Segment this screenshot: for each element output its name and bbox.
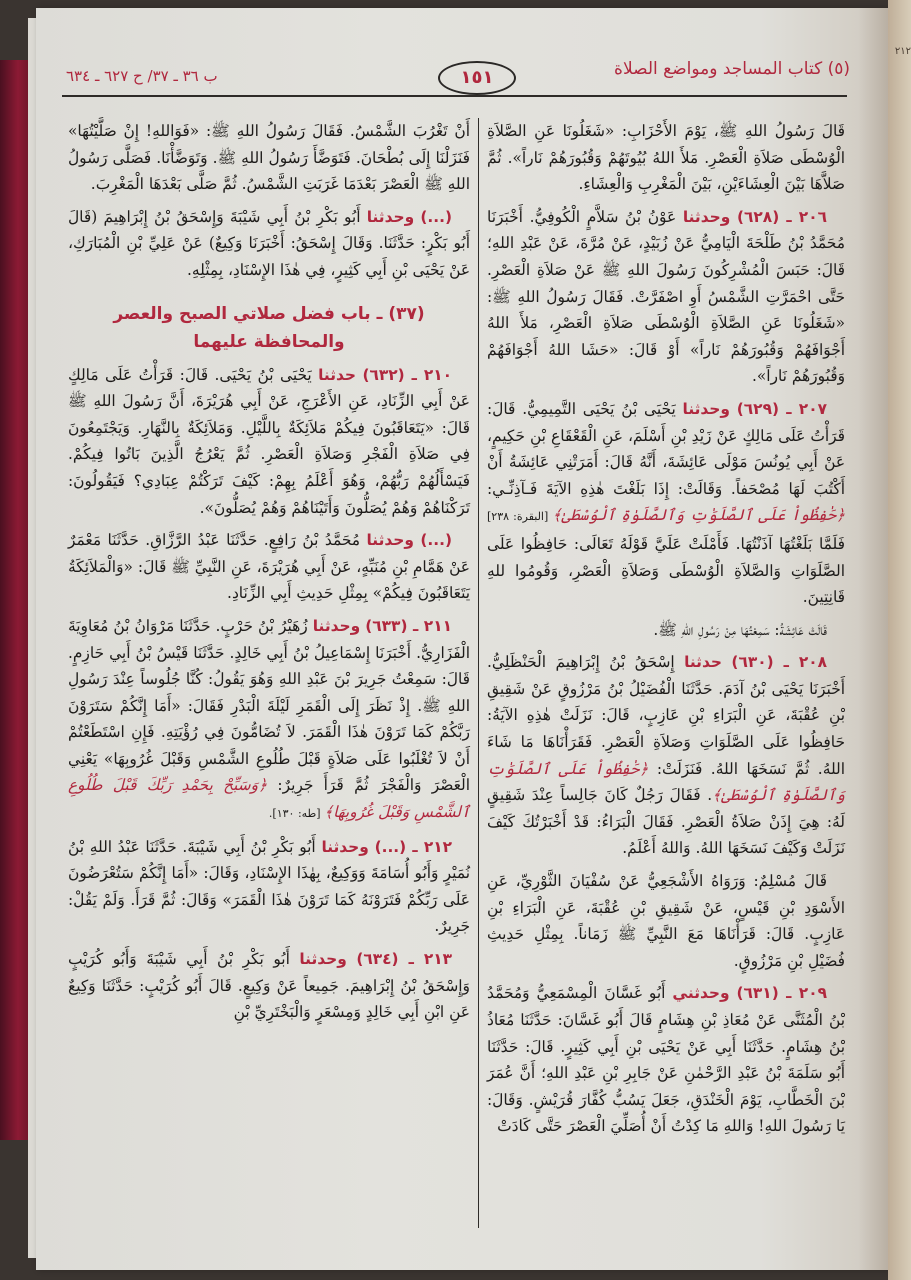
hadith-text: أَبُو بَكْرِ بْنُ أَبِي شَيْبَةَ. حَدَّثَنَا عَبْدُ اللهِ بْنُ نُمَيْرٍ وَأَبُو أُسَامَةَ وَوَكِيعٌ، بِهٰذَا الإِسْنَادِ، وَقَالَ: «أَمَا إِنَّكُمْ سَتُعْرَضُونَ عَلَى رَبِّكُمْ فَتَرَوْنَهُ كَمَا تَرَوْنَ هٰذَا الْقَمَرَ» وَقَالَ: ثُمَّ قَرَأَ. وَلَمْ يَقُلْ: جَرِيرٌ. xyxy=(68,837,470,936)
hadith-intro: وحدثنا xyxy=(299,950,347,969)
verse-reference: [البقرة: ٢٣٨] xyxy=(487,510,553,524)
hadith-text: أَبُو بَكْرِ بْنُ أَبِي شَيْبَةَ وَأَبُو كُرَيْبٍ وَإِسْحَقُ بْنُ إِبْرَاهِيمَ. جَمِيعاً عَنْ وَكِيعٍ. قَالَ أَبُو كُرَيْبٍ: حَدَّثَنَا وَكِيعٌ عَنِ ابْنِ أَبِي خَالِدٍ وَمِسْعَرٍ وَالْبَخْتَرِيِّ بْنِ xyxy=(68,950,470,1022)
hadith-211 xyxy=(68,613,470,828)
chapter-heading-line: (٣٧) ـ باب فضل صلاتي الصبح والعصر xyxy=(113,303,425,324)
muslim-note: قَالَ مُسْلِمٌ: وَرَوَاهُ الأَشْجَعِيُّ عَنْ سُفْيَانَ الثَّوْرِيِّ، عَنِ الأَسْوَدِ بْنِ قَيْسٍ، عَنْ شَقِيقِ بْنِ عُقْبَةَ، عَنِ الْبَرَاءِ بْنِ عَازِبٍ. قَالَ: قَرَأْنَاهَا مَعَ النَّبِيِّ ﷺ زَمَاناً. بِمِثْلِ حَدِيثِ فُضَيْلِ بْنِ مَرْزُوقٍ. xyxy=(487,872,845,970)
hadith-number: ٢١٢ ـ (...) xyxy=(374,837,452,856)
hadith-text: يَحْيَى بْنُ يَحْيَى التَّمِيمِيُّ. قَالَ: قَرَأْتُ عَلَى مَالِكٍ عَنْ زَيْدِ بْنِ أَسْلَمَ، عَنِ الْقَعْقَاعِ بْنِ حَكِيمٍ، عَنْ أَبِي يُونُسَ مَوْلَى عَائِشَةَ، أَنَّهُ قَالَ: أَمَرَتْنِي عَائِشَةُ أَنْ أَكْتُبَ لَهَا مُصْحَفاً. وَقَالَتْ: إِذَا بَلَغْتَ هٰذِهِ الآيَةَ فَـآذِنِّـي: xyxy=(487,399,845,498)
book-cover-spine xyxy=(0,60,30,1140)
page-number: ١٥١ xyxy=(438,61,516,95)
facing-page-edge xyxy=(888,0,911,1280)
hadith-number: ٢٠٧ ـ (٦٢٩) xyxy=(736,399,827,418)
header-rule xyxy=(62,95,847,97)
quran-verse: ﴿حَٰفِظُواْ عَلَى ٱلصَّلَوَٰتِ وَٱلصَّلَوٰةِ ٱلْوُسْطَىٰ﴾ xyxy=(487,759,845,805)
hadith-213 xyxy=(68,946,470,1026)
quran-verse: ﴿وَسَبِّحْ بِحَمْدِ رَبِّكَ قَبْلَ طُلُوعِ ٱلشَّمْسِ وَقَبْلَ غُرُوبِهَا﴾ xyxy=(68,776,470,822)
hadith-text: يَحْيَى بْنُ يَحْيَى. قَالَ: قَرَأْتُ عَلَى مَالِكٍ عَنْ أَبِي الزِّنَادِ، عَنِ الأَعْرَجِ، عَنْ أَبِي هُرَيْرَةَ، أَنَّ رَسُولَ اللهِ ﷺ قَالَ: «يَتَعَاقَبُونَ فِيكُمْ مَلاَئِكَةٌ بِاللَّيْلِ. وَمَلاَئِكَةٌ بِالنَّهَارِ. وَيَجْتَمِعُونَ فِي صَلاَةِ الْفَجْرِ وَصَلاَةِ الْعَصْرِ. ثُمَّ يَعْرُجُ الَّذِينَ بَاتُوا فِيكُمْ. فَيَسْأَلُهُمْ رَبُّهُمْ، وَهُوَ أَعْلَمُ بِهِمْ: كَيْفَ تَرَكْتُمْ عِبَادِي؟ فَيَقُولُونَ: تَرَكْنَاهُمْ وَهُمْ يُصَلُّونَ وَأَتَيْنَاهُمْ وَهُمْ يُصَلُّونَ». xyxy=(68,365,470,517)
hadith-text: . فَقَالَ رَجُلٌ كَانَ جَالِساً عِنْدَ شَقِيقٍ لَهُ: هِيَ إِذَنْ صَلاَةُ الْعَصْرِ. فَقَالَ الْبَرَاءُ: قَدْ أَخْبَرْتُكَ كَيْفَ نَزَلَتْ وَكَيْفَ نَسَخَهَا اللهُ. وَاللهُ أَعْلَمُ. xyxy=(487,786,845,858)
hadith-number: (...) xyxy=(420,207,452,226)
hadith-207 xyxy=(487,396,845,611)
hadith-intro: وحدثنا xyxy=(682,207,731,226)
hadith-number: ٢١٣ ـ (٦٣٤) xyxy=(356,950,452,969)
hadith-209 xyxy=(487,980,845,1140)
hadith-intro: وحدثنا xyxy=(366,207,415,226)
hadith-208 xyxy=(487,649,845,862)
hadith-intro: وحدثنا xyxy=(682,399,730,418)
hadith-intro: وحدثني xyxy=(672,984,730,1003)
hadith-number: ٢١٠ ـ (٦٣٢) xyxy=(362,365,452,384)
verse-reference: [طه: ١٣٠]. xyxy=(268,807,325,821)
hadith-number: ٢٠٦ ـ (٦٢٨) xyxy=(736,207,827,226)
chapter-heading-line: والمحافظة عليهما xyxy=(193,331,345,352)
page-gutter-shadow xyxy=(858,8,888,1270)
chapter-heading xyxy=(68,300,470,356)
continuation-paragraph: قَالَ رَسُولُ اللهِ ﷺ، يَوْمَ الأَحْزَابِ: «شَغَلُونَا عَنِ الصَّلاَةِ الْوُسْطَى صَلاَةِ الْعَصْرِ. مَلأَ اللهُ بُيُوتَهُمْ وَقُبُورَهُمْ نَاراً». ثُمَّ صَلاَّهَا بَيْنَ الْعِشَاءَيْنِ، بَيْنَ الْمَغْرِبِ وَالْعِشَاءِ. xyxy=(487,122,845,194)
hadith-intro: حدثنا xyxy=(318,365,356,384)
page-header xyxy=(60,55,850,95)
hadith-text: إِسْحَقُ بْنُ إِبْرَاهِيمَ الْحَنْظَلِيُّ. أَخْبَرَنَا يَحْيَى بْنُ آدَمَ. حَدَّثَنَا الْفُضَيْلُ بْنُ مَرْزُوقٍ عَنْ شَقِيقِ بْنِ عُقْبَةَ، عَنِ الْبَرَاءِ بْنِ عَازِبٍ، قَالَ: نَزَلَتْ هٰذِهِ الآيَةُ: حَافِظُوا عَلَى الصَّلَوَاتِ وَصَلاَةِ الْعَصْرِ. فَقَرَأْنَاهَا مَا شَاءَ اللهُ. ثُمَّ نَسَخَهَا اللهُ. فَنَزَلَتْ: xyxy=(487,653,846,778)
hadith-intro: حدثنا xyxy=(684,653,722,672)
aisha-statement: قَالَتْ عَائِشَةُ: سَمِعْتُهَا مِنْ رَسُولِ اللهِ ﷺ. xyxy=(653,620,827,639)
chapter-title: (٥) كتاب المساجد ومواضع الصلاة xyxy=(614,59,850,79)
hadith-210 xyxy=(68,362,470,522)
hadith-text: مُحَمَّدُ بْنُ رَافِعٍ. حَدَّثَنَا عَبْدُ الرَّزَّاقِ. حَدَّثَنَا مَعْمَرٌ عَنْ هَمَّامِ بْنِ مُنَبِّهٍ، عَنْ أَبِي هُرَيْرَةَ، عَنِ النَّبِيِّ ﷺ قَالَ: «وَالْمَلاَئِكَةُ يَتَعَاقَبُونَ فِيكُمْ» بِمِثْلِ حَدِيثِ أَبِي الزِّنَادِ. xyxy=(68,531,470,603)
hadith-text: أَبُو بَكْرِ بْنُ أَبِي شَيْبَةَ وَإِسْحَقُ بْنُ إِبْرَاهِيمَ (قَالَ أَبُو بَكْرٍ: حَدَّثَنَا. وَقَالَ إِسْحَقُ: أَخْبَرَنَا وَكِيعٌ) عَنْ عَلِيِّ بْنِ الْمُبَارَكِ، عَنْ يَحْيَى بْنِ أَبِي كَثِيرٍ، فِي هٰذَا الإِسْنَادِ، بِمِثْلِهِ. xyxy=(68,207,470,279)
right-column xyxy=(487,118,845,1146)
hadith-number: ٢٠٨ ـ (٦٣٠) xyxy=(731,653,827,672)
left-column xyxy=(68,118,470,1032)
hadith-text: أَبُو غَسَّانَ الْمِسْمَعِيُّ وَمُحَمَّدُ بْنُ الْمُثَنَّى عَنْ مُعَاذِ بْنِ هِشَامٍ قَالَ أَبُو غَسَّانَ: حَدَّثَنَا مُعَاذُ بْنُ هِشَامٍ. حَدَّثَنَا أَبِي عَنْ يَحْيَى بْنِ أَبِي كَثِيرٍ. قَالَ: حَدَّثَنَا أَبُو سَلَمَةَ بْنُ عَبْدِ الرَّحْمٰنِ عَنْ جَابِرِ بْنِ عَبْدِ اللهِ؛ أَنَّ عُمَرَ بْنَ الْخَطَّابِ، يَوْمَ الْخَنْدَقِ، جَعَلَ يَسُبُّ كُفَّارَ قُرَيْشٍ. وَقَالَ: يَا رَسُولَ اللهِ! وَاللهِ مَا كِدْتُ أَنْ أُصَلِّيَ الْعَصْرَ حَتَّى كَادَتْ xyxy=(487,984,845,1136)
hadith-number: ٢٠٩ ـ (٦٣١) xyxy=(736,984,827,1003)
hadith-text: فَلَمَّا بَلَغْتُهَا آذَنْتُهَا. فَأَمْلَتْ عَلَيَّ قَوْلَهُ تَعَالَى: حَافِظُوا عَلَى الصَّلَوَاتِ وَالصَّلاَةِ الْوُسْطَى وَصَلاَةِ الْعَصْرِ، وَقُومُوا للهِ قَانِتِينَ. xyxy=(487,534,845,607)
hadith-variant xyxy=(68,527,470,607)
chapter-hadith-range: ب ٣٦ ـ ٣٧/ ح ٦٢٧ ـ ٦٣٤ xyxy=(66,67,218,85)
hadith-intro: وحدثنا xyxy=(312,616,361,635)
facing-page-fragment: ٢١٢ xyxy=(894,46,911,57)
hadith-212 xyxy=(68,834,470,940)
quran-verse: ﴿حَٰفِظُواْ عَلَى ٱلصَّلَوَٰتِ وَٱلصَّلَوٰةِ ٱلْوُسْطَىٰ﴾ xyxy=(552,506,846,525)
hadith-number: ٢١١ ـ (٦٣٣) xyxy=(365,616,452,635)
hadith-number: (...) xyxy=(420,531,452,550)
hadith-text: عَوْنُ بْنُ سَلاَّمٍ الْكُوفِيُّ. أَخْبَرَنَا مُحَمَّدُ بْنُ طَلْحَةَ الْيَامِيُّ عَنْ زُبَيْدٍ، عَنْ مُرَّةَ، عَنْ عَبْدِ اللهِ؛ قَالَ: حَبَسَ الْمُشْرِكُونَ رَسُولَ اللهِ ﷺ عَنْ صَلاَةِ الْعَصْرِ. حَتَّى احْمَرَّتِ الشَّمْسُ أَوِ اصْفَرَّتْ. فَقَالَ رَسُولُ اللهِ ﷺ: «شَغَلُونَا عَنِ الصَّلاَةِ الْوُسْطَى صَلاَةِ الْعَصْرِ، مَلأَ اللهُ أَجْوَافَهُمْ وَقُبُورَهُمْ نَاراً» أَوْ قَالَ: «حَشَا اللهُ أَجْوَافَهُمْ وَقُبُورَهُمْ نَاراً». xyxy=(487,207,845,386)
column-divider xyxy=(478,118,479,1228)
hadith-variant xyxy=(68,204,470,284)
hadith-intro: وحدثنا xyxy=(366,531,414,550)
hadith-text: زُهَيْرُ بْنُ حَرْبٍ. حَدَّثَنَا مَرْوَانُ بْنُ مُعَاوِيَةَ الْفَزَارِيُّ. أَخْبَرَنَا إِسْمَاعِيلُ بْنُ أَبِي خَالِدٍ. حَدَّثَنَا قَيْسُ بْنُ أَبِي حَازِمٍ. قَالَ: سَمِعْتُ جَرِيرَ بْنَ عَبْدِ اللهِ وَهُوَ يَقُولُ: كُنَّا جُلُوساً عِنْدَ رَسُولِ اللهِ ﷺ. إِذْ نَظَرَ إِلَى الْقَمَرِ لَيْلَةَ الْبَدْرِ فَقَالَ: «أَمَا إِنَّكُمْ سَتَرَوْنَ رَبَّكُمْ كَمَا تَرَوْنَ هٰذَا الْقَمَرَ. لاَ تُضَامُّونَ فِي رُؤْيَتِهِ. فَإِنِ اسْتَطَعْتُمْ أَنْ لاَ تُغْلَبُوا عَلَى صَلاَةٍ قَبْلَ طُلُوعِ الشَّمْسِ وَقَبْلَ غُرُوبِهَا» يَعْنِي الْعَصْرَ وَالْفَجْرَ ثُمَّ قَرَأَ جَرِيرٌ: xyxy=(68,616,471,795)
hadith-intro: وحدثنا xyxy=(321,837,369,856)
continuation-paragraph: أَنْ تَغْرُبَ الشَّمْسُ. فَقَالَ رَسُولُ اللهِ ﷺ: «فَوَاللهِ! إِنْ صَلَّيْتُهَا» فَنَزَلْنَا إِلَى بُطْحَانَ. فَتَوَضَّأَ رَسُولُ اللهِ ﷺ. وَتَوَضَّأْنَا. فَصَلَّى رَسُولُ اللهِ ﷺ الْعَصْرَ بَعْدَمَا غَرَبَتِ الشَّمْسُ. ثُمَّ صَلَّى بَعْدَهَا الْمَغْرِبَ. xyxy=(68,122,470,194)
hadith-206 xyxy=(487,204,845,390)
